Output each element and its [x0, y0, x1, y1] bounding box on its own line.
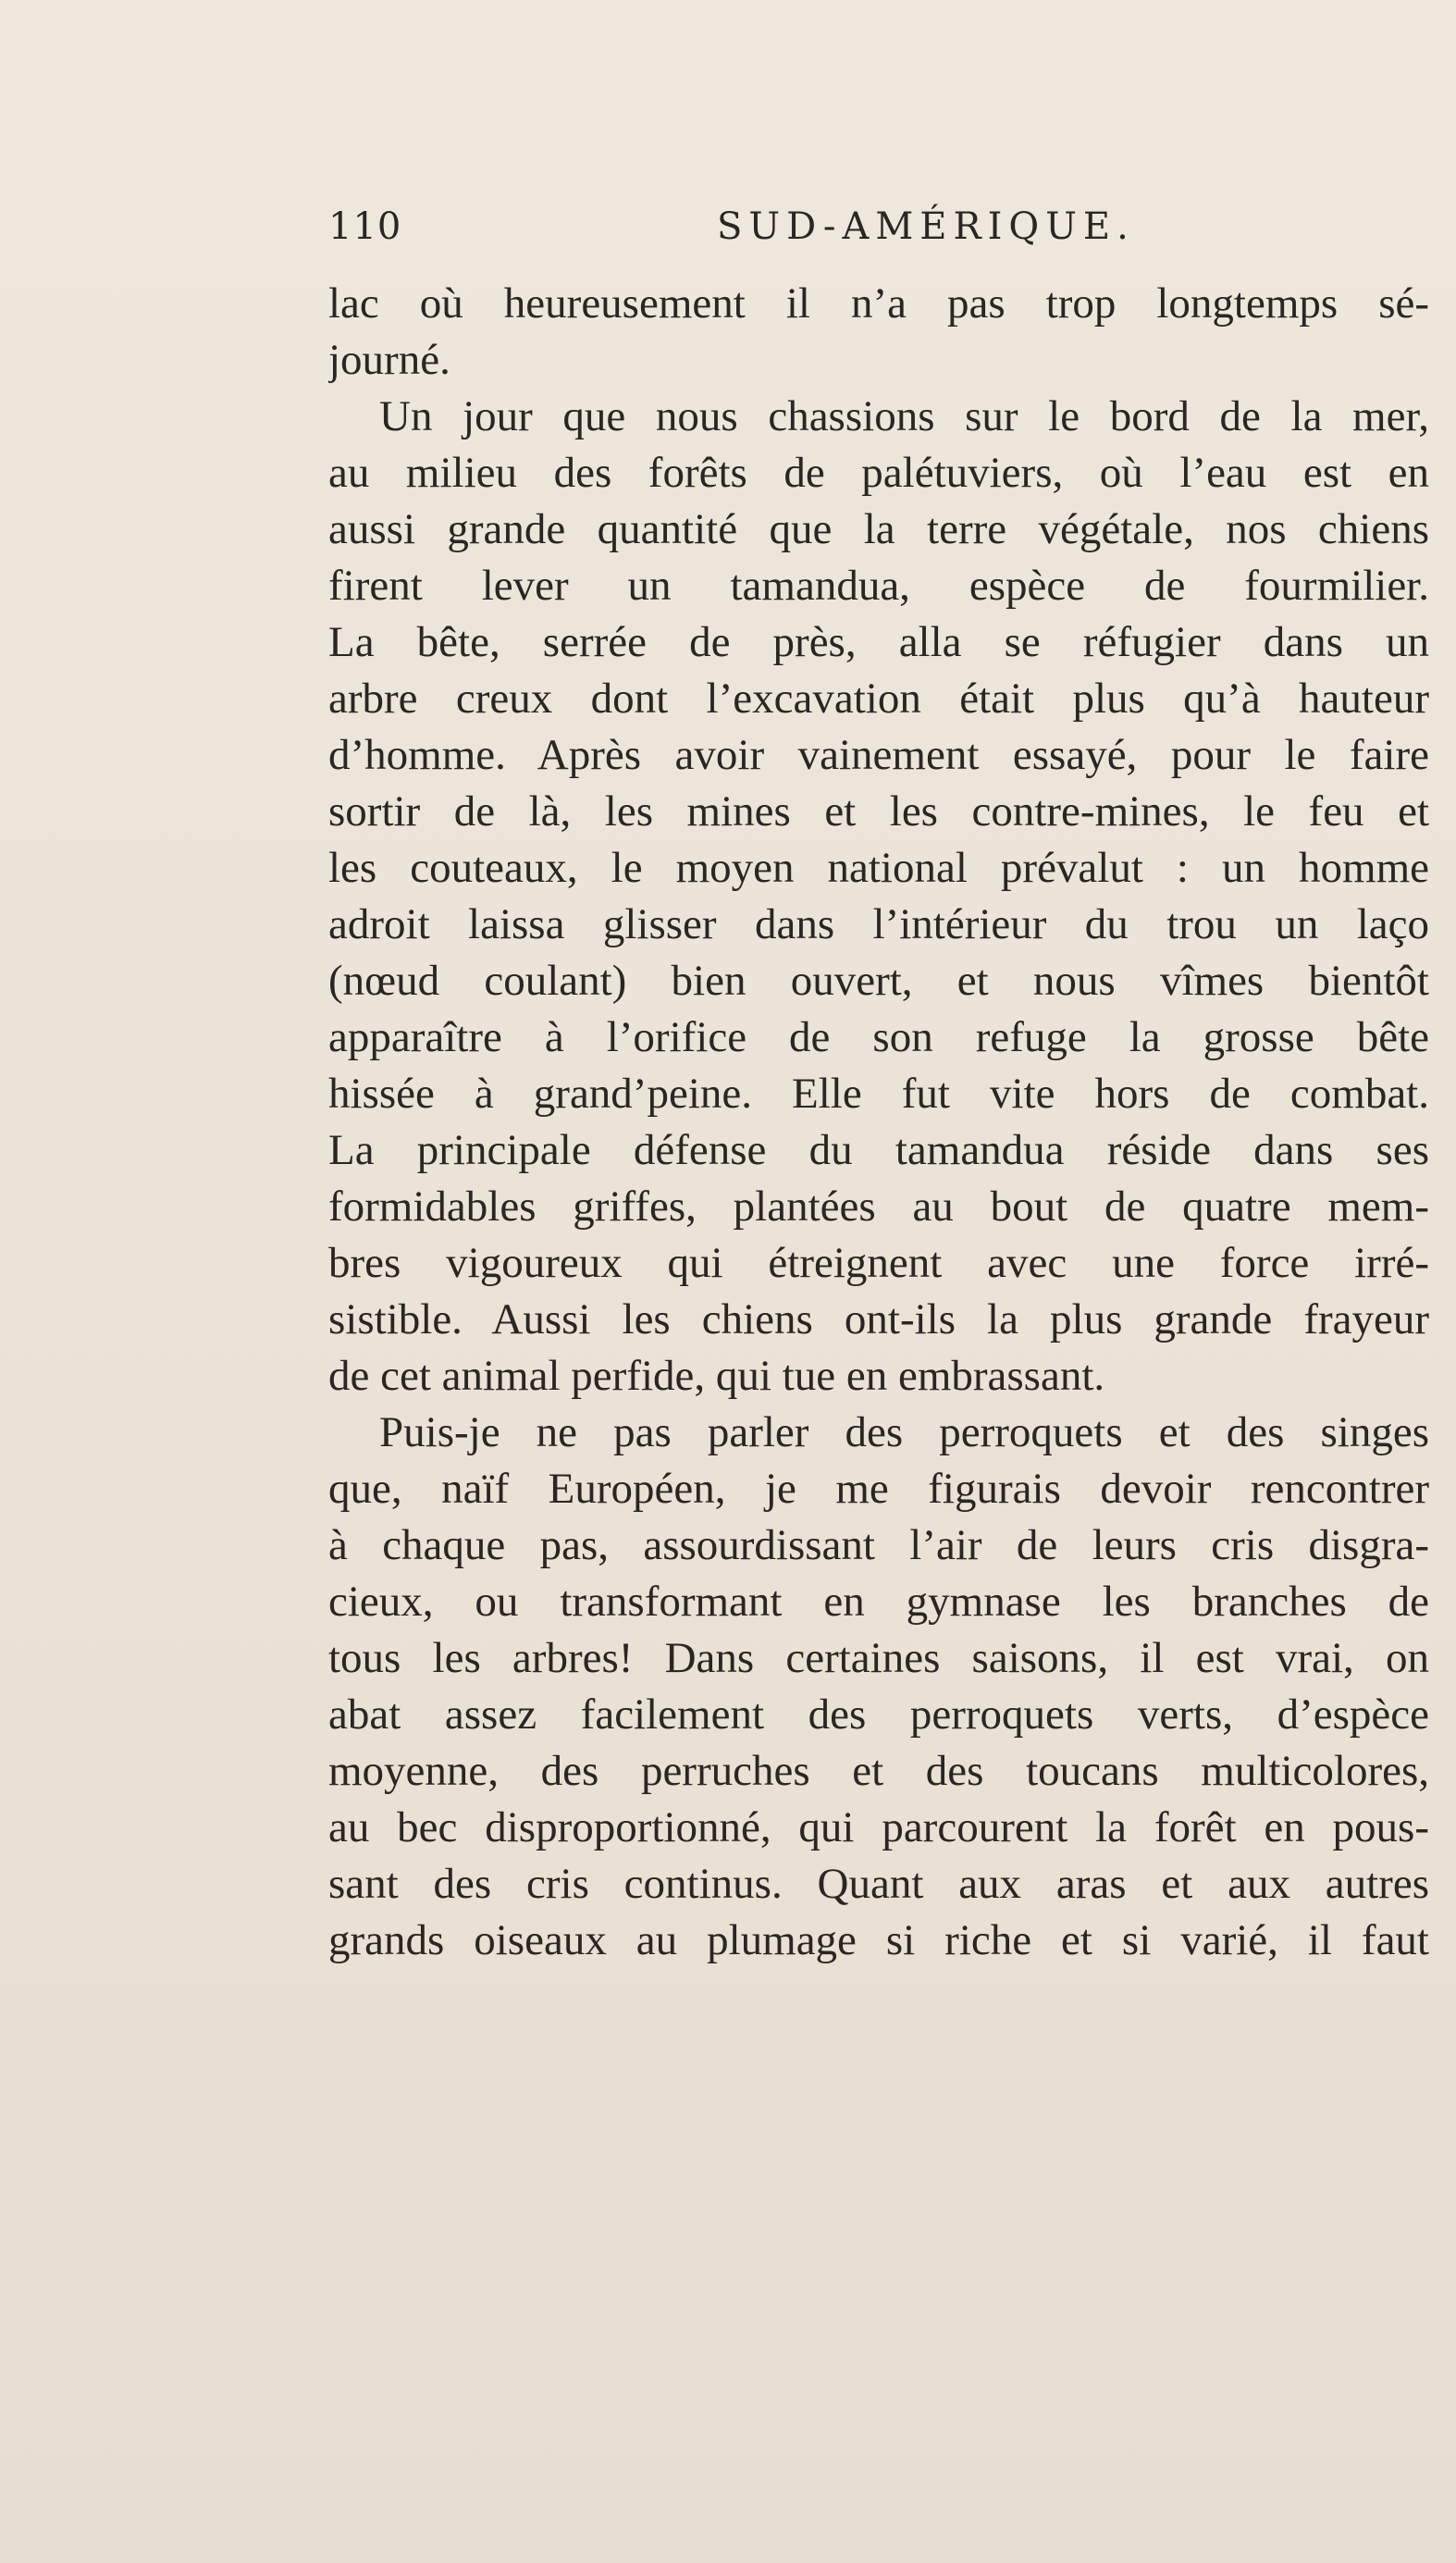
- text-line: de cet animal perfide, qui tue en embrassant.: [328, 1352, 1105, 1400]
- text-line: journé.: [328, 336, 450, 384]
- text-line: abat assez facilement des perroquets verts, d’espèce: [328, 1690, 1429, 1739]
- text-line: cieux, ou transformant en gymnase les branches de: [328, 1578, 1429, 1626]
- text-line: Un jour que nous chassions sur le bord de la mer,: [379, 392, 1429, 440]
- running-head: [328, 205, 1425, 261]
- page-number: 110: [328, 205, 402, 248]
- text-line: Puis-je ne pas parler des perroquets et des singes: [379, 1408, 1429, 1456]
- text-line: bres vigoureux qui étreignent avec une force irré-: [328, 1239, 1429, 1287]
- text-line: sortir de là, les mines et les contre-mines, le feu et: [328, 787, 1429, 836]
- running-title: SUD-AMÉRIQUE.: [717, 205, 1135, 248]
- text-line: sistible. Aussi les chiens ont-ils la plus grande frayeur: [328, 1295, 1429, 1343]
- text-line: moyenne, des perruches et des toucans multicolores,: [328, 1747, 1429, 1795]
- text-line: apparaître à l’orifice de son refuge la grosse bête: [328, 1013, 1429, 1061]
- text-line: à chaque pas, assourdissant l’air de leurs cris disgra-: [328, 1521, 1429, 1569]
- body-text: [328, 276, 1429, 1969]
- text-line: sant des cris continus. Quant aux aras et aux autres: [328, 1860, 1429, 1908]
- text-line: hissée à grand’peine. Elle fut vite hors de combat.: [328, 1070, 1429, 1118]
- text-line: au milieu des forêts de palétuviers, où l’eau est en: [328, 449, 1429, 497]
- text-line: adroit laissa glisser dans l’intérieur du trou un laço: [328, 900, 1429, 948]
- text-line: firent lever un tamandua, espèce de fourmilier.: [328, 562, 1429, 610]
- text-line: grands oiseaux au plumage si riche et si varié, il faut: [328, 1916, 1429, 1964]
- text-line: les couteaux, le moyen national prévalut : un homme: [328, 844, 1429, 892]
- text-line: aussi grande quantité que la terre végétale, nos chiens: [328, 505, 1429, 553]
- text-line: La bête, serrée de près, alla se réfugier dans un: [328, 618, 1429, 666]
- text-line: que, naïf Européen, je me figurais devoir rencontrer: [328, 1465, 1429, 1513]
- text-line: La principale défense du tamandua réside dans ses: [328, 1126, 1429, 1174]
- text-line: tous les arbres! Dans certaines saisons, il est vrai, on: [328, 1634, 1429, 1682]
- text-line: (nœud coulant) bien ouvert, et nous vîmes bientôt: [328, 957, 1429, 1005]
- text-line: formidables griffes, plantées au bout de quatre mem-: [328, 1182, 1429, 1231]
- text-line: lac où heureusement il n’a pas trop longtemps sé-: [328, 279, 1429, 328]
- text-line: au bec disproportionné, qui parcourent la forêt en pous-: [328, 1803, 1429, 1851]
- text-line: arbre creux dont l’excavation était plus qu’à hauteur: [328, 675, 1429, 723]
- text-line: d’homme. Après avoir vainement essayé, pour le faire: [328, 731, 1429, 779]
